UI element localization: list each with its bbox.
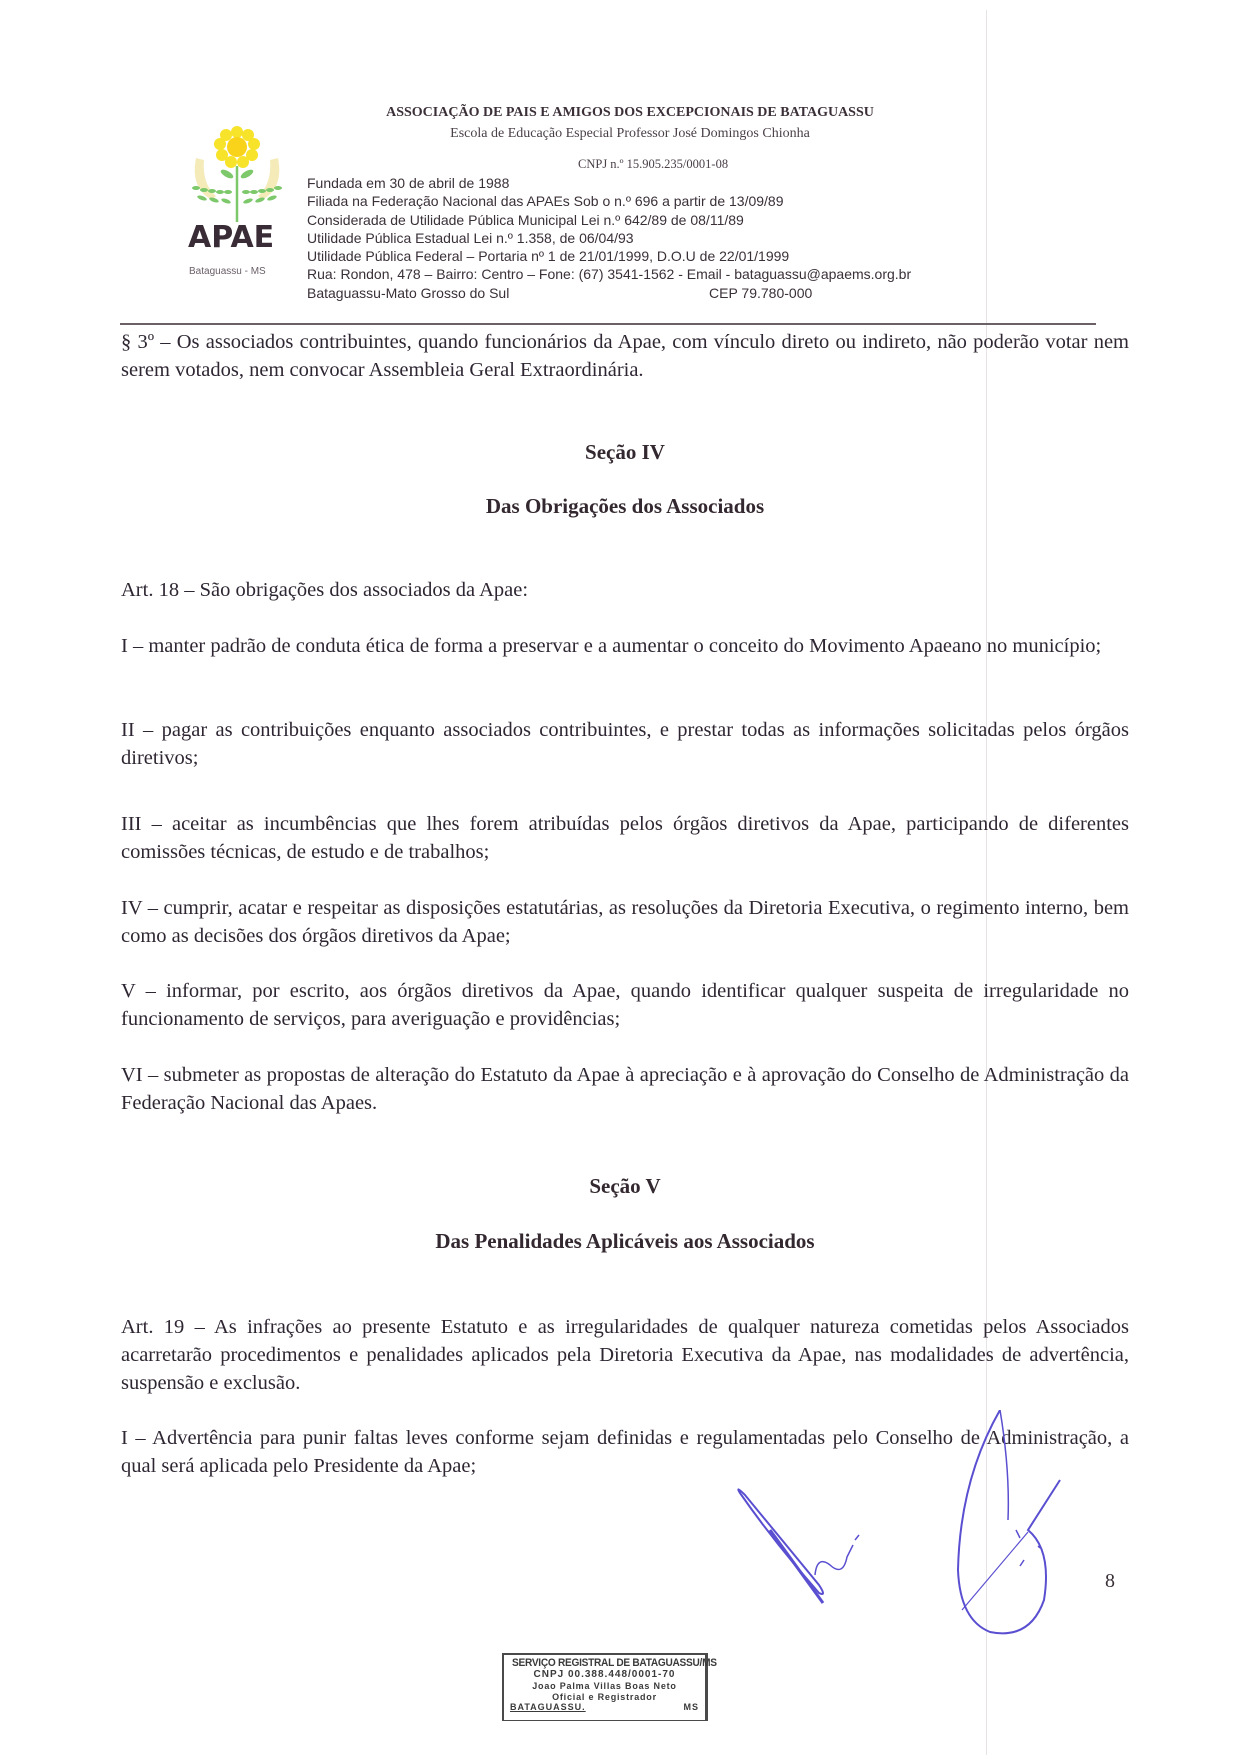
stamp-city: BATAGUASSU.	[510, 1702, 586, 1712]
stamp-office: SERVIÇO REGISTRAL DE BATAGUASSU/MS	[512, 1657, 717, 1669]
info-address: Rua: Rondon, 478 – Bairro: Centro – Fone: (67) 3541-1562 - Email - bataguassu@apaems.org.br	[307, 266, 912, 283]
info-federal: Utilidade Pública Federal – Portaria nº 1 de 21/01/1999, D.O.U de 22/01/1999	[307, 248, 790, 265]
info-cep: CEP 79.780-000	[709, 284, 813, 301]
info-founded: Fundada em 30 de abril de 1988	[307, 175, 510, 191]
article-18-item-iii: III – aceitar as incumbências que lhes forem atribuídas pelos órgãos diretivos da Apae, participando de diferentes comissões técnicas, de estudo e de trabalhos;	[121, 813, 1129, 863]
info-city: Bataguassu-Mato Grosso do Sul	[307, 284, 510, 301]
article-18-item-vi: VI – submeter as propostas de alteração do Estatuto da Apae à apreciação e à aprovação do Conselho de Administração da Federação Nacional das Apaes.	[121, 1064, 1129, 1114]
section-v-title: Seção V	[589, 1174, 661, 1198]
article-18-item-v: V – informar, por escrito, aos órgãos diretivos da Apae, quando identificar qualquer suspeita de irregularidade no funcionamento de serviços, para averiguação e providências;	[121, 980, 1129, 1030]
letterhead-info	[307, 174, 911, 302]
stamp-cnpj: CNPJ 00.388.448/0001-70	[533, 1669, 676, 1680]
signature-2	[950, 1410, 1070, 1640]
organization-name: ASSOCIAÇÃO DE PAIS E AMIGOS DOS EXCEPCIONAIS DE BATAGUASSU	[386, 105, 874, 120]
header-divider	[120, 323, 1096, 325]
stamp-name: Joao Palma Villas Boas Neto	[532, 1681, 677, 1691]
info-municipal: Considerada de Utilidade Pública Municipal Lei n.º 642/89 de 08/11/89	[307, 211, 744, 228]
section-iv-title: Seção IV	[585, 440, 665, 464]
article-18: Art. 18 – São obrigações dos associados da Apae:	[121, 579, 529, 601]
page-number: 8	[1105, 1570, 1115, 1592]
stamp-role: Oficial e Registrador	[552, 1692, 657, 1702]
article-18-item-ii: II – pagar as contribuições enquanto associados contribuintes, e prestar todas as informações solicitadas pelos órgãos diretivos;	[121, 719, 1129, 769]
section-iv-subtitle: Das Obrigações dos Associados	[485, 494, 765, 518]
section-v-subtitle: Das Penalidades Aplicáveis aos Associados	[435, 1229, 815, 1253]
info-state: Utilidade Pública Estadual Lei n.º 1.358, de 06/04/93	[307, 229, 634, 246]
signature-1	[735, 1485, 875, 1625]
registry-stamp	[502, 1653, 717, 1721]
school-name: Escola de Educação Especial Professor José Domingos Chionha	[450, 126, 810, 141]
article-18-item-iv: IV – cumprir, acatar e respeitar as disposições estatutárias, as resoluções da Diretoria Executiva, o regimento interno, bem como as decisões dos órgãos diretivos da Apae;	[121, 897, 1129, 947]
article-19: Art. 19 – As infrações ao presente Estatuto e as irregularidades de qualquer natureza cometidas pelos Associados acarretarão procedimentos e penalidades aplicados pela Diretoria Executiva da Apae, nas modalidades de advertência, suspensão e exclusão.	[121, 1316, 1129, 1394]
info-federation: Filiada na Federação Nacional das APAEs Sob o n.º 696 a partir de 13/09/89	[307, 193, 784, 210]
cnpj-number: CNPJ n.º 15.905.235/0001-08	[578, 157, 729, 171]
apae-logo	[182, 118, 292, 288]
logo-subtitle: Bataguassu - MS	[189, 266, 266, 277]
logo-wordmark: APAE	[188, 220, 275, 255]
article-19-item-i: I – Advertência para punir faltas leves conforme sejam definidas e regulamentadas pelo Conselho de Administração, a qual será aplicada pelo Presidente da Apae;	[121, 1427, 1129, 1477]
article-18-item-i: I – manter padrão de conduta ética de forma a preservar e a aumentar o conceito do Movimento Apaeano no município;	[121, 635, 1102, 657]
paragraph-3: § 3º – Os associados contribuintes, quando funcionários da Apae, com vínculo direto ou indireto, não poderão votar nem serem votados, nem convocar Assembleia Geral Extraordinária.	[121, 331, 1129, 381]
stamp-state: MS	[683, 1702, 699, 1712]
